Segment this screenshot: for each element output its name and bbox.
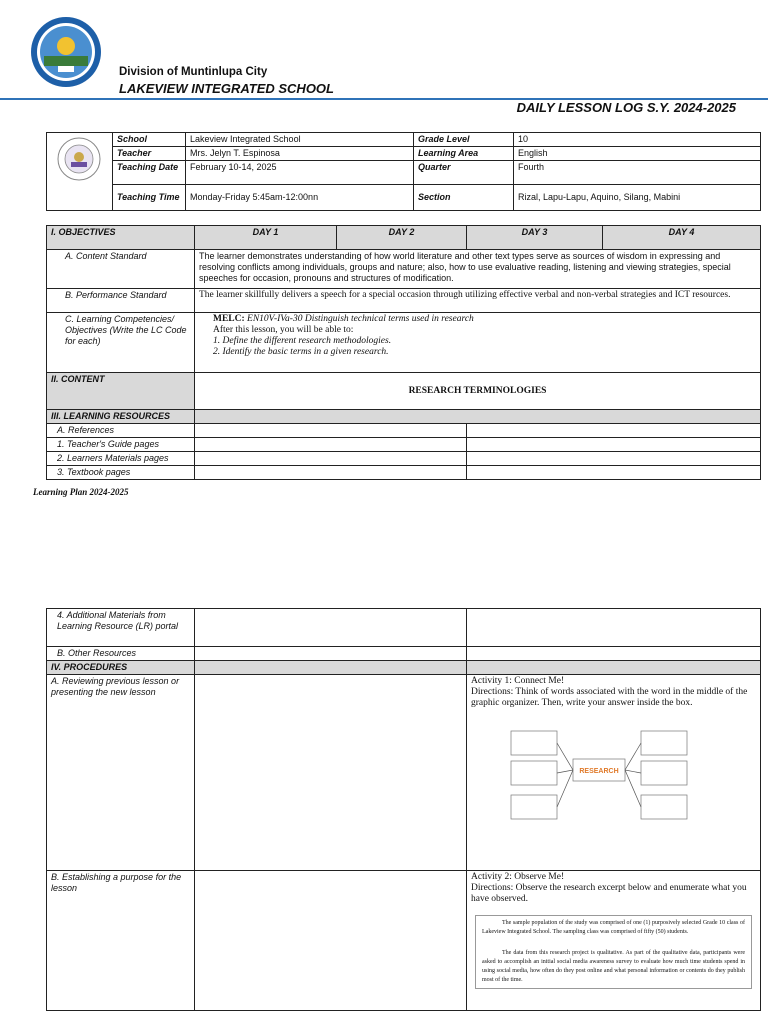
area-value: English xyxy=(514,147,761,161)
activity-1-cell xyxy=(467,675,761,871)
content-value: RESEARCH TERMINOLOGIES xyxy=(195,373,761,410)
textbook-cell-1 xyxy=(195,466,467,480)
content-standard-label: A. Content Standard xyxy=(47,250,195,289)
review-lesson-label: A. Reviewing previous lesson or presenting the new lesson xyxy=(47,675,195,871)
research-excerpt xyxy=(475,915,752,989)
grade-value: 10 xyxy=(514,133,761,147)
organizer-box-right-top xyxy=(641,731,687,755)
quarter-value: Fourth xyxy=(514,161,761,185)
organizer-box-right-bottom xyxy=(641,795,687,819)
procedures-header: IV. PROCEDURES xyxy=(47,661,195,675)
purpose-label: B. Establishing a purpose for the lesson xyxy=(47,871,195,1011)
other-resources-label: B. Other Resources xyxy=(47,647,195,661)
log-title: DAILY LESSON LOG S.Y. 2024-2025 xyxy=(516,100,736,115)
organizer-box-left-bottom xyxy=(511,795,557,819)
teacher-value: Mrs. Jelyn T. Espinosa xyxy=(186,147,414,161)
day-3-header: DAY 3 xyxy=(467,226,603,250)
school-seal-logo xyxy=(30,16,102,88)
objective-1: 1. Define the different research methodologies. xyxy=(213,336,392,346)
section-label: Section xyxy=(414,185,514,211)
time-label: Teaching Time xyxy=(113,185,186,211)
learners-materials-cell-1 xyxy=(195,452,467,466)
info-table xyxy=(46,132,761,211)
day-2-header: DAY 2 xyxy=(337,226,467,250)
organizer-center-label: RESEARCH xyxy=(579,768,619,775)
school-heading: LAKEVIEW INTEGRATED SCHOOL xyxy=(119,81,334,96)
activity-2-directions: Directions: Observe the research excerpt below and enumerate what you have observed. xyxy=(471,883,747,904)
performance-standard-label: B. Performance Standard xyxy=(47,289,195,313)
review-lesson-cell xyxy=(195,675,467,871)
additional-materials-label: 4. Additional Materials from Learning Resource (LR) portal xyxy=(47,609,195,647)
competency-cell xyxy=(195,313,761,373)
melc-label: MELC: xyxy=(213,314,245,324)
references-cell-1 xyxy=(195,424,467,438)
date-label: Teaching Date xyxy=(113,161,186,185)
resources-label: III. LEARNING RESOURCES xyxy=(47,410,195,424)
area-label: Learning Area xyxy=(414,147,514,161)
performance-standard-text: The learner skillfully delivers a speech for a special occasion through utilizing effective verbal and non-verbal strategies and ICT resources. xyxy=(195,289,761,313)
deped-seal-icon xyxy=(57,137,101,181)
additional-materials-cell-2 xyxy=(467,609,761,647)
teachers-guide-cell-1 xyxy=(195,438,467,452)
references-cell-2 xyxy=(467,424,761,438)
organizer-box-left-middle xyxy=(511,761,557,785)
teachers-guide-cell-2 xyxy=(467,438,761,452)
division-name: Division of Muntinlupa City xyxy=(119,66,268,78)
section-value: Rizal, Lapu-Lapu, Aquino, Silang, Mabini xyxy=(514,185,761,211)
teachers-guide-label: 1. Teacher's Guide pages xyxy=(47,438,195,452)
graphic-organizer xyxy=(505,723,705,833)
melc-code: EN10V-IVa-30 Distinguish technical terms used in research xyxy=(247,314,474,324)
activity-2-cell xyxy=(467,871,761,1011)
school-value: Lakeview Integrated School xyxy=(186,133,414,147)
excerpt-paragraph-2: The data from this research project is qualitative. As part of the qualitative data, participants were asked to accomplish an initial social media awareness survey to evaluate how much time students spend in using social media, how often do they post online and what personal information or contents do they publish most of the time. xyxy=(482,950,745,983)
other-resources-cell-2 xyxy=(467,647,761,661)
activity-2-title: Activity 2: Observe Me! xyxy=(471,872,565,882)
objectives-table xyxy=(46,225,761,480)
purpose-cell xyxy=(195,871,467,1011)
procedures-fill-2 xyxy=(467,661,761,675)
excerpt-paragraph-1: The sample population of the study was comprised of one (1) purposively selected Grade 10 class of Lakeview Integrated School. The sampling class was comprised of fifty (50) students. xyxy=(482,920,745,935)
learners-materials-label: 2. Learners Materials pages xyxy=(47,452,195,466)
organizer-arrows xyxy=(557,743,641,807)
organizer-box-left-top xyxy=(511,731,557,755)
after-lesson-text: After this lesson, you will be able to: xyxy=(213,325,354,335)
teacher-label: Teacher xyxy=(113,147,186,161)
objectives-header: I. OBJECTIVES xyxy=(47,226,195,250)
references-label: A. References xyxy=(47,424,195,438)
quarter-label: Quarter xyxy=(414,161,514,185)
footer-note: Learning Plan 2024-2025 xyxy=(33,487,129,497)
school-label: School xyxy=(113,133,186,147)
day-4-header: DAY 4 xyxy=(603,226,761,250)
learners-materials-cell-2 xyxy=(467,452,761,466)
organizer-box-right-middle xyxy=(641,761,687,785)
content-label: II. CONTENT xyxy=(47,373,195,410)
competency-label: C. Learning Competencies/ Objectives (Write the LC Code for each) xyxy=(47,313,195,373)
day-1-header: DAY 1 xyxy=(195,226,337,250)
objective-2: 2. Identify the basic terms in a given research. xyxy=(213,347,389,357)
resources-fill xyxy=(195,410,761,424)
textbook-label: 3. Textbook pages xyxy=(47,466,195,480)
time-value: Monday-Friday 5:45am-12:00nn xyxy=(186,185,414,211)
activity-1-directions: Directions: Think of words associated with the word in the middle of the graphic organizer. Then, write your answer inside the box. xyxy=(471,687,748,708)
textbook-cell-2 xyxy=(467,466,761,480)
content-standard-text: The learner demonstrates understanding of how world literature and other text types serve as sources of wisdom in expressing and resolving conflicts among individuals, groups and nature; also, how to use evaluative reading, listening and viewing strategies, special speeches for occasion, pronouns and structures of modification. xyxy=(195,250,761,289)
grade-label: Grade Level xyxy=(414,133,514,147)
procedures-table xyxy=(46,608,761,1011)
additional-materials-cell-1 xyxy=(195,609,467,647)
date-value: February 10-14, 2025 xyxy=(186,161,414,185)
other-resources-cell-1 xyxy=(195,647,467,661)
deped-seal-cell xyxy=(47,133,113,211)
procedures-fill-1 xyxy=(195,661,467,675)
activity-1-title: Activity 1: Connect Me! xyxy=(471,676,565,686)
